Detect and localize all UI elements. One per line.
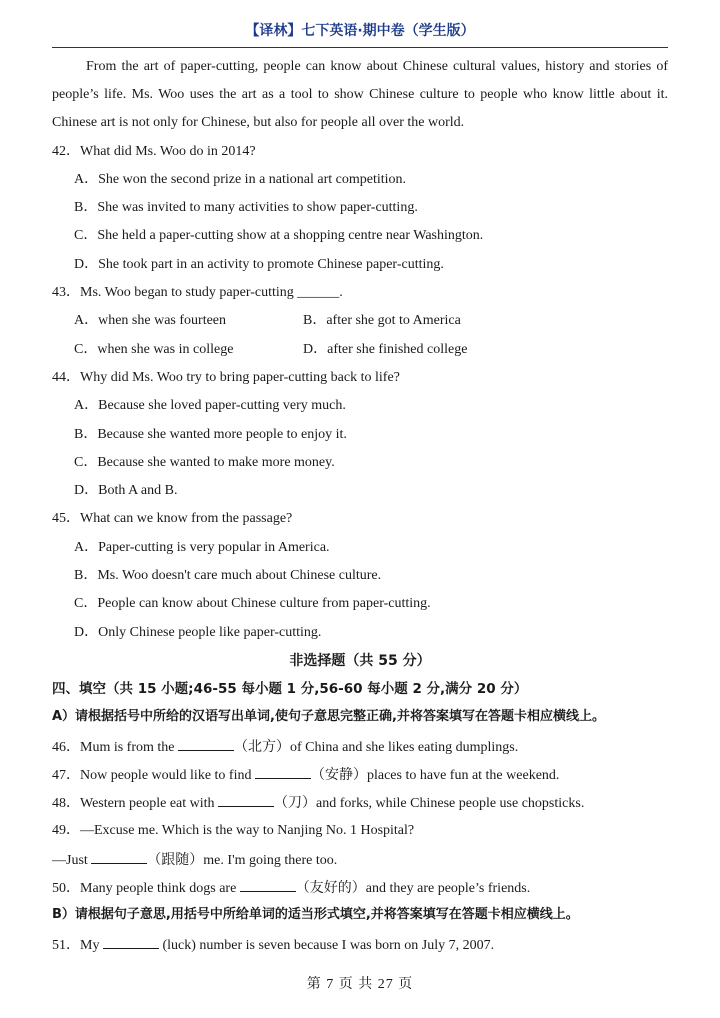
question-44-option-a: A．Because she loved paper-cutting very much. xyxy=(74,398,346,413)
question-48 xyxy=(52,793,584,813)
question-51-answer-blank[interactable] xyxy=(103,935,159,949)
question-51-text-after: number is seven because I was born on July 7, 2007. xyxy=(195,938,495,953)
question-42-option-b: B．She was invited to many activities to show paper-cutting. xyxy=(74,200,418,215)
question-47-text-before: 47．Now people would like to find xyxy=(52,768,255,783)
question-47-text-after: places to have fun at the weekend. xyxy=(366,768,560,783)
question-48-text-before: 48．Western people eat with xyxy=(52,796,219,811)
question-49-text-after: me. I'm going there too. xyxy=(203,853,338,868)
part-4-title: 四、填空（共 15 小题;46-55 每小题 1 分,56-60 每小题 2 分,满分 20 分） xyxy=(52,681,528,697)
passage-line-2: people’s life. Ms. Woo uses the art as a tool to show Chinese culture to people who know little about it. xyxy=(52,87,668,102)
question-43-option-c: C．when she was in college xyxy=(74,342,234,357)
question-47-hint: （安静） xyxy=(310,767,367,783)
question-44-option-d: D．Both A and B. xyxy=(74,483,178,498)
page-header: 【译林】七下英语·期中卷（学生版） xyxy=(245,23,475,39)
part-b-instruction: B）请根据句子意思,用括号中所给单词的适当形式填空,并将答案填写在答题卡相应横线上。 xyxy=(52,907,579,922)
question-50-hint: （友好的） xyxy=(295,880,366,896)
question-42-stem: 42．What did Ms. Woo do in 2014? xyxy=(52,144,256,159)
question-42-option-a: A．She won the second prize in a national art competition. xyxy=(74,172,407,187)
page-footer: 第 7 页 共 27 页 xyxy=(306,977,414,992)
question-49-line-2 xyxy=(52,850,337,870)
question-49-text-before: —Just xyxy=(52,853,92,868)
question-46-answer-blank[interactable] xyxy=(178,737,234,751)
question-45-option-a: A．Paper-cutting is very popular in America. xyxy=(74,540,330,555)
passage-line-3: Chinese art is not only for Chinese, but also for people all over the world. xyxy=(52,115,465,130)
question-46-text-after: of China and she likes eating dumplings. xyxy=(290,740,519,755)
question-44-option-b: B．Because she wanted more people to enjoy it. xyxy=(74,427,347,442)
section-title: 非选择题（共 55 分） xyxy=(289,653,431,669)
question-48-text-after: and forks, while Chinese people use chopsticks. xyxy=(316,796,585,811)
question-48-answer-blank[interactable] xyxy=(218,793,274,807)
question-47 xyxy=(52,765,559,785)
question-45-option-b: B．Ms. Woo doesn't care much about Chinese culture. xyxy=(74,568,382,583)
question-46-hint: （北方） xyxy=(234,739,290,755)
question-51 xyxy=(52,935,494,955)
question-51-text-before: 51．My xyxy=(52,938,103,953)
question-45-option-d: D．Only Chinese people like paper-cutting. xyxy=(74,625,322,640)
question-50-text-before: 50．Many people think dogs are xyxy=(52,881,240,896)
question-43-stem: 43．Ms. Woo began to study paper-cutting ______. xyxy=(52,285,343,300)
question-42-option-d: D．She took part in an activity to promote Chinese paper-cutting. xyxy=(74,257,444,272)
passage-line-1: From the art of paper-cutting, people can know about Chinese cultural values, history and stories of xyxy=(86,59,668,74)
question-47-answer-blank[interactable] xyxy=(255,765,311,779)
question-44-option-c: C．Because she wanted to make more money. xyxy=(74,455,335,470)
question-44-stem: 44．Why did Ms. Woo try to bring paper-cutting back to life? xyxy=(52,370,400,385)
question-46 xyxy=(52,737,518,757)
question-43-option-d: D．after she finished college xyxy=(303,342,468,357)
question-50-answer-blank[interactable] xyxy=(240,878,296,892)
question-45-option-c: C．People can know about Chinese culture from paper-cutting. xyxy=(74,596,431,611)
question-42-option-c: C．She held a paper-cutting show at a shopping centre near Washington. xyxy=(74,228,484,243)
question-51-hint: (luck) xyxy=(158,938,196,953)
part-a-instruction: A）请根据括号中所给的汉语写出单词,使句子意思完整正确,并将答案填写在答题卡相应横线上。 xyxy=(52,709,605,724)
question-48-hint: （刀） xyxy=(274,795,317,811)
question-43-option-b: B．after she got to America xyxy=(303,313,461,328)
question-50 xyxy=(52,878,530,898)
question-43-option-a: A．when she was fourteen xyxy=(74,313,227,328)
question-50-text-after: and they are people’s friends. xyxy=(365,881,531,896)
header-divider xyxy=(52,47,668,48)
question-49-answer-blank[interactable] xyxy=(91,850,147,864)
question-49-line-1: 49．—Excuse me. Which is the way to Nanjing No. 1 Hospital? xyxy=(52,823,415,838)
question-49-hint: （跟随） xyxy=(147,852,204,868)
question-46-text-before: 46．Mum is from the xyxy=(52,740,178,755)
question-45-stem: 45．What can we know from the passage? xyxy=(52,511,293,526)
